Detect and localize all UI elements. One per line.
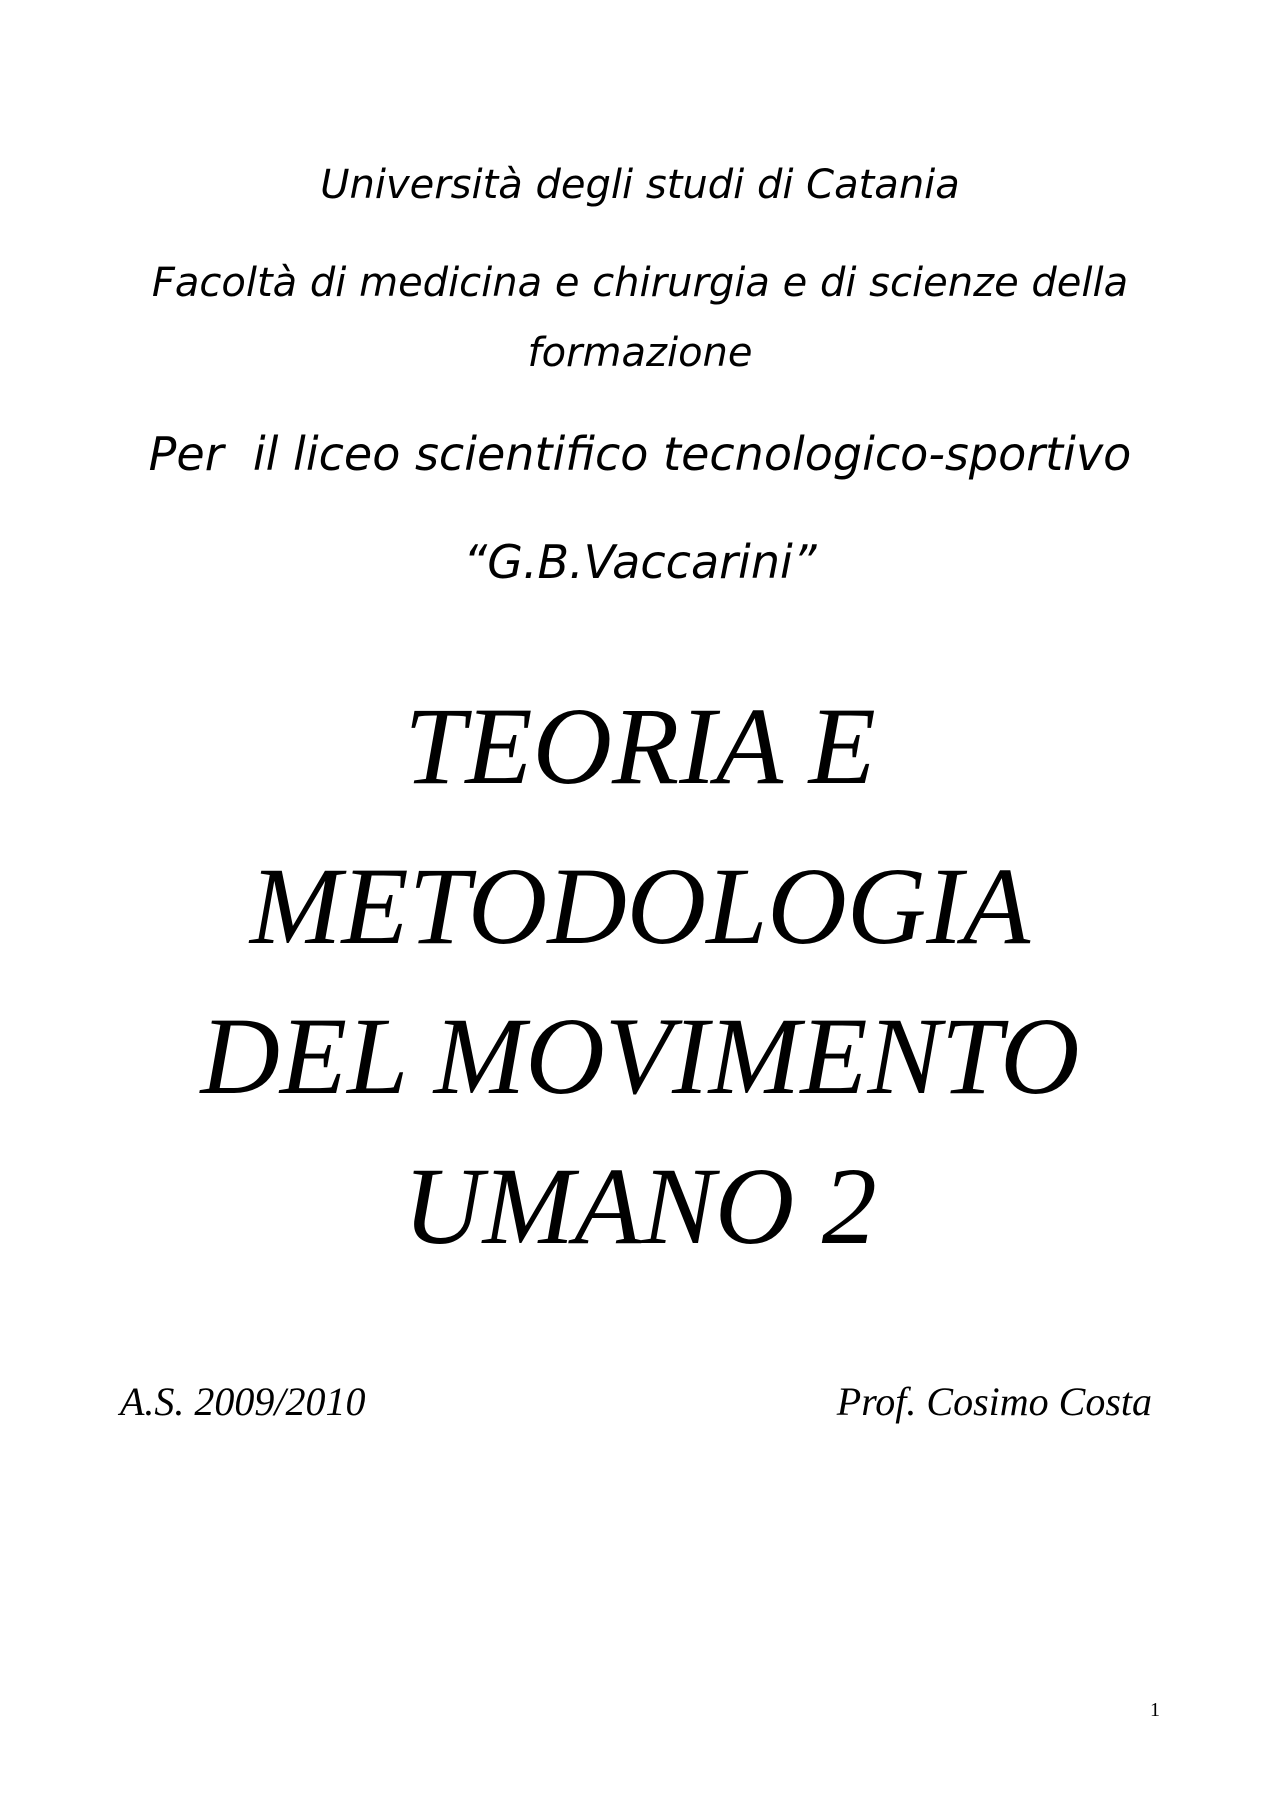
- school-description: Per il liceo scientifico tecnologico-sportivo: [148, 427, 1132, 481]
- school-name: “G.B.Vaccarini”: [463, 535, 817, 589]
- university-name: Università degli studi di Catania: [320, 162, 960, 208]
- faculty-name-line-1: Facoltà di medicina e chirurgia e di scienze della: [151, 260, 1129, 306]
- main-title-line-2: METODOLOGIA: [249, 845, 1031, 967]
- main-title-line-3: DEL MOVIMENTO: [200, 995, 1080, 1117]
- author-name: Prof. Cosimo Costa: [836, 1379, 1152, 1424]
- faculty-name-line-2: formazione: [527, 330, 753, 376]
- main-title-line-1: TEORIA E: [404, 685, 876, 807]
- main-title-line-4: UMANO 2: [403, 1145, 877, 1267]
- page-number: 1: [1150, 1699, 1160, 1721]
- school-year: A.S. 2009/2010: [120, 1379, 366, 1424]
